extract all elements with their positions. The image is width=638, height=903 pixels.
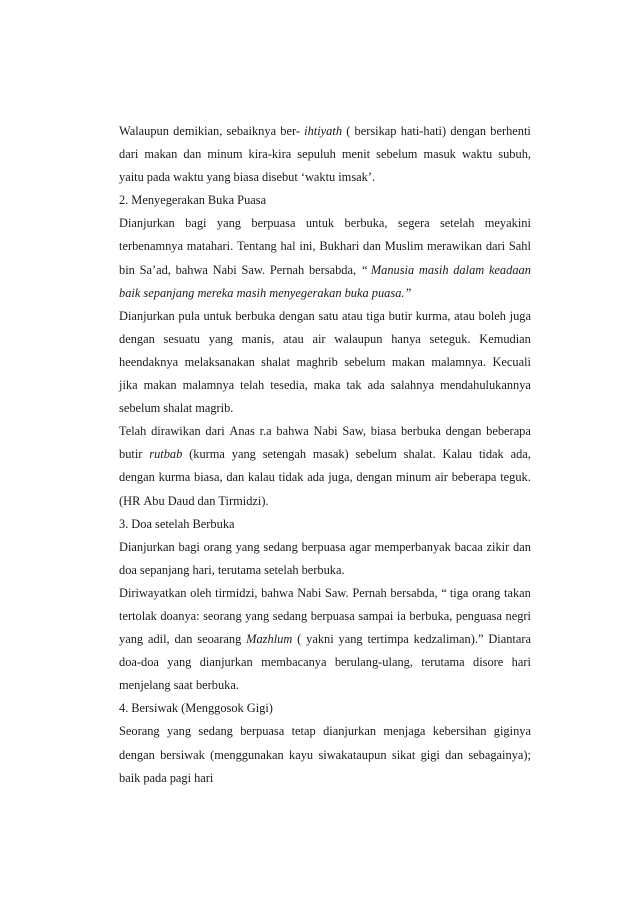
word: maka [313,378,341,393]
word: kebersihan [432,724,487,739]
text-line [119,420,531,443]
word: bagi [185,216,207,231]
word: tertimpa [367,632,409,647]
word: yang [235,539,260,554]
word: 2. [119,193,129,208]
word: negri [505,608,531,623]
word: agar [349,539,371,554]
word: sebagainya); [468,747,531,762]
word: untuk [203,308,232,323]
word: berpuasa [310,608,355,623]
word: sepanjang [139,562,190,577]
word: berpuasa [301,539,346,554]
word: bacaa [454,539,483,554]
word: bagi [178,539,200,554]
word: meyakini [484,216,531,231]
word: Seorang [119,724,160,739]
word: saat berbuka. [173,678,239,693]
word: Diantara [488,632,531,647]
word: “ Manusia [360,262,415,277]
word: beberapa [451,470,497,485]
word: dan [183,147,202,162]
word: makan [391,354,425,369]
word: shalat [261,354,291,369]
text-line [119,120,531,143]
text-line [119,536,531,559]
word: Telah [119,424,147,439]
word: orang [472,585,501,600]
word: dianjurkan [199,655,253,670]
word: beberapa [486,424,531,439]
word: maghrib [296,354,338,369]
word: merawikan [427,239,483,254]
word: tirmidzi, [215,585,258,600]
word: terbenamnya [119,239,183,254]
word: tak [346,378,362,393]
word: masuk [423,147,456,162]
word: kira-kira [248,147,292,162]
word: ‘waktu [300,170,336,185]
word: dengan [445,424,482,439]
word: giginya [493,724,531,739]
word: ihtiyath [304,124,343,138]
word: hari [194,770,214,785]
word: dianjurkan [323,724,377,739]
word: Walaupun [119,124,169,138]
word: dari [485,239,506,254]
word: ia [396,608,406,623]
word: hanya [391,331,421,346]
word: keadaan [488,262,531,277]
word: berhenti [490,124,531,138]
word: yakni [306,632,334,647]
word: Sa’ad, [139,262,171,277]
word: doa [119,562,137,577]
word: membacanya [261,655,327,670]
word: berulang-ulang, [334,655,413,670]
word: dari [205,424,225,439]
word: pagi [169,770,192,785]
word: setelah [439,216,475,231]
word: ini, [299,239,316,254]
word: heendaknya [119,354,179,369]
word: r.a [259,424,272,439]
word: ber- [280,124,300,138]
text-line [119,513,531,536]
word: berbuka, [409,608,453,623]
word: masak) [312,447,349,462]
word: Menyegerakan [131,193,205,208]
word: yang [206,170,231,185]
text-line [119,720,531,743]
word: salahnya [390,378,435,393]
word: Nabi [297,585,322,600]
word: yang [338,632,363,647]
word: ada [367,378,385,393]
word: baik [119,770,141,785]
word: subuh, [498,147,531,162]
word: setelah [264,562,299,577]
word: kurma [158,470,191,485]
word: Doa setelah Berbuka [131,516,235,531]
word: Buka Puasa [207,193,267,208]
word: 3. [119,516,129,531]
word: bahwa [276,424,309,439]
text-line [119,351,531,374]
word: minum [395,470,432,485]
word: minum [207,147,243,162]
word: Saw, [342,424,366,439]
word: waktu [173,170,204,185]
word: tidak [478,447,504,462]
text-line [119,674,531,697]
word: dan [226,470,245,485]
word: Dianjurkan [119,308,175,323]
text-line [119,397,531,420]
word: pada [146,170,171,185]
word: waktu [461,147,493,162]
text-line [119,490,531,513]
word: Pernah [269,262,305,277]
word: telah [240,378,265,393]
word: melaksanakan [184,354,255,369]
word: jika [119,378,138,393]
word: air [312,331,326,346]
word: berbuka, [344,216,388,231]
word: hari, [192,562,215,577]
word: juga, [328,470,353,485]
word: sedang [263,539,298,554]
word: tertolak [119,608,157,623]
word: Diriwayatkan [119,585,187,600]
word: dan [445,747,464,762]
word: dirawikan [151,424,201,439]
word: menit [341,147,371,162]
word: dengan [119,470,155,485]
word: atau [342,308,363,323]
text-line [119,605,531,628]
word: sedang [272,608,308,623]
word: Tentang [236,239,277,254]
word: bersikap [354,124,397,138]
word: matahari. [186,239,234,254]
word: hati-hati) [400,124,447,138]
word: yang [166,724,192,739]
word: oleh [190,585,212,600]
word: Saw. [324,585,349,600]
word: mendahulukannya [440,378,531,393]
text-line [119,189,531,212]
word: dan [174,632,193,647]
word: walaupun [334,331,383,346]
word: bersiwak [160,747,205,762]
word: tidak [278,470,304,485]
word: yaitu [119,170,144,185]
word: penguasa [455,608,503,623]
text-line [119,628,531,651]
word: dan [513,539,531,554]
word: malamnya. [431,354,487,369]
word: (HR [119,493,141,508]
word: berpuasa [240,724,285,739]
word: gigi [420,747,440,762]
word: Gigi) [246,701,273,716]
word: Nabi [212,262,237,277]
word: (Menggosok [181,701,244,716]
word: segera [397,216,430,231]
word: rutbab [149,447,183,462]
text-line [119,328,531,351]
word: shalat [163,401,193,416]
text-line [119,443,531,466]
word: biasa [233,170,260,185]
word: sampai [358,608,394,623]
word: yang [245,608,270,623]
word: tiga [366,308,385,323]
word: dari [119,147,139,162]
word: memperbanyak [374,539,451,554]
word: dengan [356,470,393,485]
document-body [119,120,531,790]
word: disebut [262,170,298,185]
word: bersabda, [390,585,438,600]
word: seteguk. [429,331,471,346]
word: Abu [143,493,165,508]
word: sepuluh [297,147,336,162]
word: “ tiga [441,585,469,600]
word: berpuasa [251,216,296,231]
word: Dianjurkan [119,539,175,554]
word: masih [418,262,449,277]
word: seorang [203,608,242,623]
text-line [119,767,531,790]
word: 4. [119,701,129,716]
word: hal [280,239,296,254]
word: Mazhlum [246,632,293,647]
word: berbuka [400,424,441,439]
word: adil, [147,632,170,647]
word: teguk. [500,470,531,485]
text-line [119,374,531,397]
word: sebelum [376,147,418,162]
text-line [119,651,531,674]
text-line [119,697,531,720]
word: dengan [119,331,155,346]
word: boleh [478,308,506,323]
word: (menggunakan [210,747,284,762]
word: ( [297,632,302,647]
word: sesuatu [163,331,201,346]
word: Kecuali [492,354,531,369]
word: yang [208,331,233,346]
word: zikir [486,539,510,554]
word: Bukhari [319,239,360,254]
word: Nabi [313,424,338,439]
word: takan [504,585,531,600]
word: kayu [289,747,314,762]
word: baik sepanjang mereka masih menyegerakan buka puasa.” [119,285,412,300]
word: butir [119,447,143,462]
text-line [119,559,531,582]
word: menjelang [119,678,171,693]
word: Kalau [442,447,473,462]
word: orang [203,539,232,554]
word: atau [283,331,304,346]
word: sikat [391,747,416,762]
word: kurma, [415,308,451,323]
text-line [119,143,531,166]
word: ada, [510,447,531,462]
word: Pernah [352,585,387,600]
text-line [119,212,531,235]
word: sebaiknya [226,124,277,138]
word: Muslim [384,239,424,254]
text-line [119,744,531,767]
word: dan [363,239,381,254]
word: yang [231,447,256,462]
word: siwakataupun [318,747,387,762]
word: kedzaliman).” [413,632,484,647]
word: dalam [453,262,485,277]
word: sebelum [355,447,397,462]
text-line [119,259,531,282]
word: sedang [198,724,233,739]
word: berbuka. [301,562,345,577]
word: atau [454,308,475,323]
word: hari [511,655,531,670]
word: manis, [241,331,275,346]
word: terutama [421,655,465,670]
word: berbuka [235,308,276,323]
word: untuk [305,216,335,231]
word: juga [509,308,531,323]
word: bahwa [261,585,294,600]
word: pula [178,308,200,323]
word: setengah [262,447,307,462]
text-line [119,282,531,305]
word: Bersiwak [131,701,179,716]
word: Daud [167,493,195,508]
word: dengan [119,747,155,762]
word: shalat. [403,447,436,462]
word: menjaga [383,724,426,739]
word: air [434,470,448,485]
word: bersabda, [308,262,357,277]
word: doa-doa [119,655,159,670]
word: doanya: [160,608,200,623]
word: dengan [278,308,315,323]
word: imsak’. [338,170,376,185]
word: sebelum [344,354,386,369]
word: yang [119,632,144,647]
text-line [119,305,531,328]
word: malamnya [182,378,235,393]
word: satu [318,308,339,323]
word: yang [167,655,192,670]
word: kalau [248,470,275,485]
text-line [119,166,531,189]
word: biasa [370,424,397,439]
word: Saw. [241,262,266,277]
word: dengan [450,124,487,138]
word: terutama [217,562,262,577]
word: Kemudian [479,331,531,346]
word: magrib. [195,401,234,416]
word: sebelum [119,401,161,416]
word: makan [143,378,177,393]
word: dan [197,493,216,508]
text-line [119,235,531,258]
word: Anas [229,424,255,439]
word: seoarang [197,632,242,647]
word: makan [144,147,178,162]
text-line [119,582,531,605]
word: demikian, [173,124,223,138]
word: tesedia, [270,378,308,393]
word: bin [119,262,135,277]
word: bahwa [175,262,208,277]
word: biasa, [194,470,223,485]
word: ada [307,470,325,485]
word: butir [388,308,413,323]
word: (kurma [189,447,225,462]
word: Tirmidzi). [218,493,269,508]
word: Sahl [508,239,531,254]
text-line [119,466,531,489]
word: Dianjurkan [119,216,175,231]
word: ( [346,124,351,138]
word: pada [143,770,167,785]
word: yang [216,216,241,231]
word: disore [473,655,504,670]
word: tetap [291,724,316,739]
